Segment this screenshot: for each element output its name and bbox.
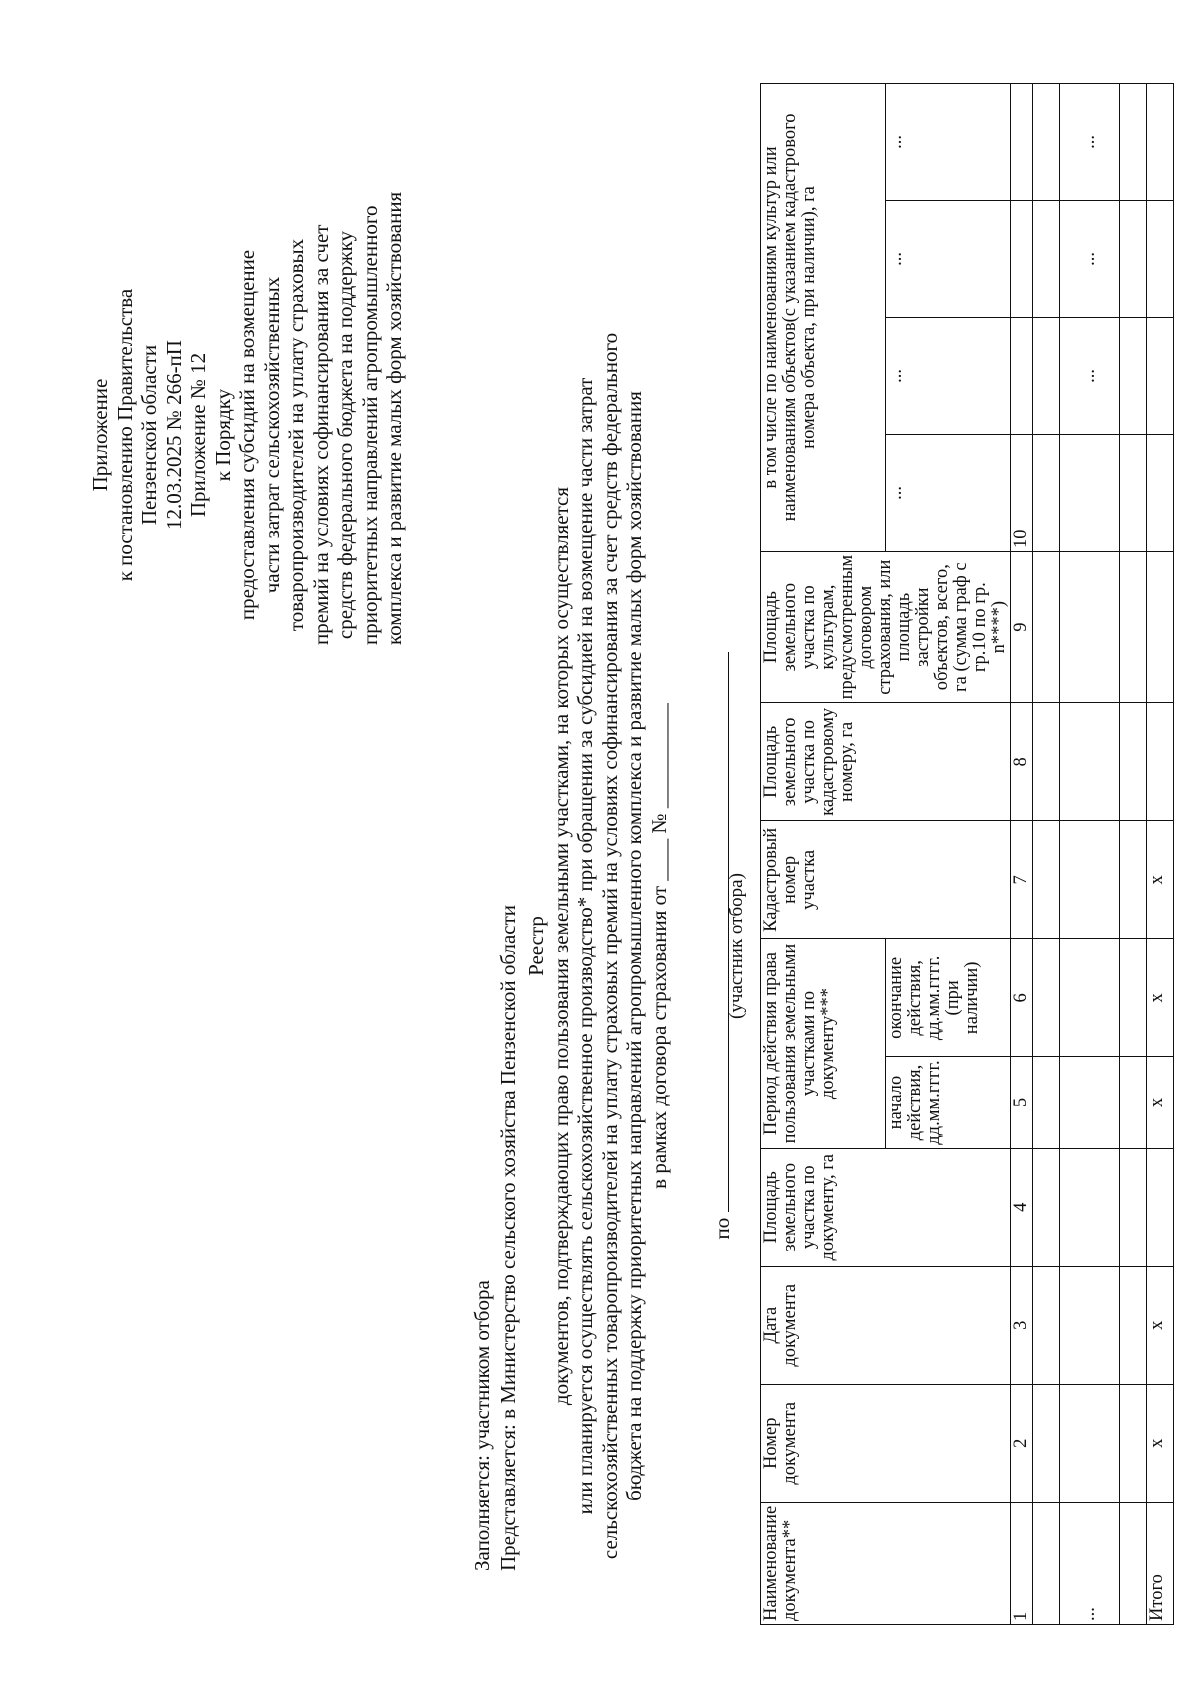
total-cell[interactable]	[1147, 317, 1174, 434]
registry-table	[760, 83, 1174, 1625]
col-number: 9	[1011, 551, 1033, 702]
table-cell[interactable]	[1120, 200, 1147, 317]
header-crop-sub: ...	[886, 200, 1011, 317]
table-cell[interactable]	[1060, 821, 1120, 939]
submitted-to-line: Представляется: в Министерство сельского хозяйства Пензенской области	[496, 904, 520, 1571]
table-cell[interactable]	[1120, 1148, 1147, 1266]
total-row	[1147, 83, 1174, 1624]
header-doc-number: Номер документа	[761, 1384, 1011, 1502]
total-cell: x	[1147, 821, 1174, 939]
appendix-line: части затрат сельскохозяйственных	[259, 276, 284, 594]
table-cell[interactable]	[1060, 1148, 1120, 1266]
header-period: Период действия права пользования земельными участками по документу***	[761, 939, 886, 1148]
total-cell[interactable]	[1147, 200, 1174, 317]
ellipsis-cell: ...	[1060, 317, 1120, 434]
col-number	[1011, 200, 1033, 317]
registry-title-line: бюджета на поддержку приоритетных направлений агропромышленного комплекса и развитие малых форм хозяйствования	[622, 391, 646, 1501]
table-cell[interactable]	[1060, 939, 1120, 1057]
table-cell[interactable]	[1033, 1502, 1060, 1624]
table-cell[interactable]	[1033, 939, 1060, 1057]
col-number: 1	[1011, 1502, 1033, 1624]
total-cell: x	[1147, 939, 1174, 1057]
column-numbers-row	[1011, 83, 1033, 1624]
appendix-line: Пензенской области	[137, 344, 161, 526]
total-cell[interactable]	[1147, 703, 1174, 821]
header-area-cadastral: Площадь земельного участка по кадастровому номеру, га	[761, 703, 1011, 821]
table-cell[interactable]	[1033, 317, 1060, 434]
table-cell[interactable]	[1033, 200, 1060, 317]
table-cell[interactable]	[1033, 1384, 1060, 1502]
header-row	[761, 83, 886, 1624]
table-cell[interactable]	[1033, 83, 1060, 200]
appendix-line: средств федерального бюджета на поддержку	[333, 230, 357, 640]
table-cell[interactable]	[1120, 821, 1147, 939]
table-cell[interactable]	[1033, 1057, 1060, 1148]
appendix-line: Приложение № 12	[186, 352, 210, 518]
col-number: 10	[1011, 434, 1033, 551]
col-number: 8	[1011, 703, 1033, 821]
registry-title-line: сельскохозяйственных товаропроизводителей на уплату страховых премий на условиях софинансирования за счет средств федерального	[597, 332, 622, 1560]
filled-by-line: Заполняется: участником отбора	[470, 1280, 494, 1571]
ellipsis-cell: ...	[1060, 1502, 1120, 1624]
table-cell[interactable]	[1120, 1266, 1147, 1384]
table-cell[interactable]	[1120, 317, 1147, 434]
table-cell[interactable]	[1120, 939, 1147, 1057]
registry-title-line: или планируется осуществлять сельскохозяйственное производство* при обращении за субсидией на возмещение части затрат	[573, 377, 597, 1515]
table-cell[interactable]	[1033, 821, 1060, 939]
registry-title-line: Реестр	[524, 916, 548, 976]
total-cell[interactable]	[1147, 551, 1174, 702]
table-cell[interactable]	[1060, 1266, 1120, 1384]
appendix-line: товаропроизводителей на уплату страховых	[284, 238, 308, 632]
col-number: 5	[1011, 1057, 1033, 1148]
header-period-start: начало действия, дд.мм.гггг.	[886, 1057, 1011, 1148]
appendix-line: приоритетных направлений агропромышленного	[357, 205, 382, 645]
col-number: 3	[1011, 1266, 1033, 1384]
table-cell[interactable]	[1060, 703, 1120, 821]
appendix-line: премий на условиях софинансирования за счет	[308, 224, 333, 645]
appendix-header	[88, 191, 407, 645]
appendix-line: предоставления субсидий на возмещение	[235, 249, 259, 621]
registry-title	[524, 321, 671, 1571]
col-number	[1011, 83, 1033, 200]
total-cell: x	[1147, 1057, 1174, 1148]
col-number: 7	[1011, 821, 1033, 939]
col-number: 2	[1011, 1384, 1033, 1502]
table-cell[interactable]	[1060, 434, 1120, 551]
header-area-doc: Площадь земельного участка по документу, га	[761, 1148, 1011, 1266]
table-cell[interactable]	[1060, 1384, 1120, 1502]
total-cell[interactable]	[1147, 83, 1174, 200]
table-cell[interactable]	[1033, 703, 1060, 821]
header-doc-name: Наименование документа**	[761, 1502, 1011, 1624]
appendix-line: 12.03.2025 № 266-пП	[161, 340, 186, 530]
table-cell[interactable]	[1120, 434, 1147, 551]
registry-title-line: в рамках договора страхования от ____ № __________	[646, 703, 671, 1189]
col-number: 6	[1011, 939, 1033, 1057]
appendix-line: комплекса и развитие малых форм хозяйствования	[382, 191, 406, 645]
table-cell[interactable]	[1033, 551, 1060, 702]
header-crop-sub: ...	[886, 434, 1011, 551]
header-crop-sub: ...	[886, 317, 1011, 434]
table-cell[interactable]	[1033, 1266, 1060, 1384]
table-cell[interactable]	[1120, 83, 1147, 200]
table-cell[interactable]	[1120, 1057, 1147, 1148]
participant-caption: (участник отбора)	[726, 873, 747, 1019]
col-number	[1011, 317, 1033, 434]
header-area-crops: Площадь земельного участка по культурам, предусмотренным договором страхования, или площадь застройки объектов, всего, га (сумма граф с гр.10 по гр. n****)	[761, 551, 1011, 702]
appendix-line: Приложение	[88, 378, 112, 492]
header-period-end: окончание действия, дд.мм.гггг. (при наличии)	[886, 939, 1011, 1057]
registry-title-line: документов, подтверждающих право пользования земельными участками, на которых осуществляется	[548, 486, 573, 1406]
total-cell[interactable]	[1147, 1148, 1174, 1266]
ellipsis-cell: ...	[1060, 200, 1120, 317]
table-cell[interactable]	[1033, 434, 1060, 551]
table-cell[interactable]	[1060, 1057, 1120, 1148]
table-cell[interactable]	[1060, 551, 1120, 702]
table-row	[1120, 83, 1147, 1624]
total-label: Итого	[1147, 1502, 1174, 1624]
header-doc-date: Дата документа	[761, 1266, 1011, 1384]
table-cell[interactable]	[1120, 1384, 1147, 1502]
table-cell[interactable]	[1033, 1148, 1060, 1266]
ellipsis-cell: ...	[1060, 83, 1120, 200]
appendix-line: к Порядку	[210, 388, 235, 482]
table-cell[interactable]	[1120, 551, 1147, 702]
table-row	[1033, 83, 1060, 1624]
total-cell: x	[1147, 1384, 1174, 1502]
total-cell[interactable]	[1147, 434, 1174, 551]
table-cell[interactable]	[1120, 1502, 1147, 1624]
appendix-line: к постановлению Правительства	[112, 288, 137, 582]
header-crop-sub: ...	[886, 83, 1011, 200]
col-number: 4	[1011, 1148, 1033, 1266]
period-prefix: по	[710, 1217, 734, 1240]
table-cell[interactable]	[1120, 703, 1147, 821]
total-cell: x	[1147, 1266, 1174, 1384]
header-by-crops: в том числе по наименованиям культур или наименованиям объектов(с указанием кадастрового номера объекта, при наличии), га	[761, 83, 886, 551]
table-row-ellipsis	[1060, 83, 1120, 1624]
header-cadastral: Кадастровый номер участка	[761, 821, 1011, 939]
